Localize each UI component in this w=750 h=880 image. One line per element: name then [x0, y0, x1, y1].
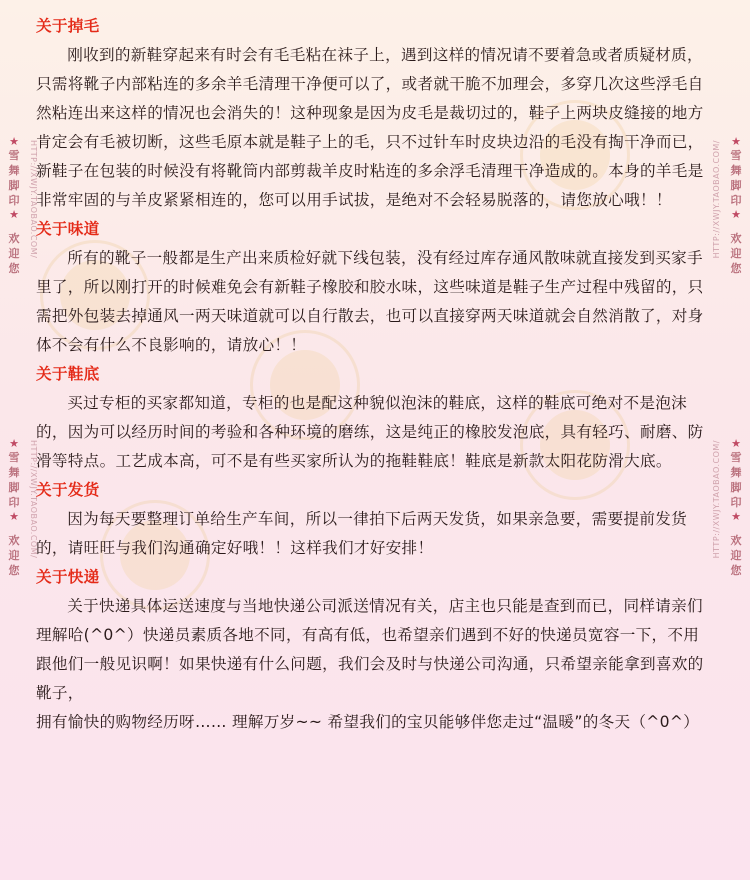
- brand-group: [4, 437, 24, 578]
- brand-char: 脚: [8, 481, 20, 494]
- brand-group: [726, 437, 746, 578]
- brand-char: 舞: [730, 466, 742, 479]
- notice-content: [36, 12, 714, 737]
- welcome-char: 欢: [8, 232, 20, 245]
- closing-line: 拥有愉快的购物经历呀…… 理解万岁~~ 希望我们的宝贝能够伴您走过“温暖”的冬天（^0^）: [36, 713, 700, 731]
- brand-char: 舞: [8, 164, 20, 177]
- brand-char: 印: [730, 194, 742, 207]
- section-heading: 关于快递: [36, 568, 100, 586]
- brand-char: 雪: [730, 149, 742, 162]
- brand-char: 脚: [8, 179, 20, 192]
- brand-char: 脚: [730, 481, 742, 494]
- section-paragraph: 因为每天要整理订单给生产车间，所以一律拍下后两天发货，如果亲急要，需要提前发货的，请旺旺与我们沟通确定好哦！！这样我们才好安排！: [36, 510, 688, 557]
- brand-char: 舞: [730, 164, 742, 177]
- section-sole: [36, 360, 714, 476]
- side-url-left: HTTP://XWJY.TAOBAO.COM/: [29, 140, 38, 259]
- star-icon: ★: [731, 208, 741, 221]
- welcome-char: 迎: [8, 247, 20, 260]
- brand-char: 脚: [730, 179, 742, 192]
- section-courier: [36, 563, 714, 737]
- star-icon: ★: [731, 135, 741, 148]
- section-paragraph: 刚收到的新鞋穿起来有时会有毛毛粘在袜子上，遇到这样的情况请不要着急或者质疑材质，只需将靴子内部粘连的多余羊毛清理干净便可以了，或者就干脆不加理会，多穿几次这些浮毛自然粘连出来这样的情况也会消失的！这种现象是因为皮毛是裁切过的，鞋子上两块皮缝接的地方肯定会有毛被切断，这些毛原本就是鞋子上的毛，只不过针车时皮块边沿的毛没有掏干净而已，新鞋子在包装的时候没有将靴筒内部剪裁羊皮时粘连的多余浮毛清理干净造成的。本身的羊毛是非常牢固的与羊皮紧紧相连的，您可以用手试拔，是绝对不会轻易脱落的，请您放心哦！！: [36, 46, 704, 209]
- section-odor: [36, 215, 714, 360]
- welcome-char: 欢: [730, 534, 742, 547]
- section-heading: 关于发货: [36, 481, 100, 499]
- welcome-char: 迎: [730, 549, 742, 562]
- star-icon: ★: [731, 437, 741, 450]
- brand-char: 雪: [8, 149, 20, 162]
- star-icon: ★: [731, 510, 741, 523]
- star-icon: ★: [9, 510, 19, 523]
- brand-char: 印: [8, 194, 20, 207]
- brand-group: [726, 135, 746, 276]
- side-url-right: HTTP://XWJY.TAOBAO.COM/: [712, 140, 721, 259]
- section-heading: 关于掉毛: [36, 17, 100, 35]
- brand-char: 印: [8, 496, 20, 509]
- welcome-char: 您: [8, 564, 20, 577]
- section-heading: 关于味道: [36, 220, 100, 238]
- welcome-char: 欢: [8, 534, 20, 547]
- section-shedding: [36, 12, 714, 215]
- welcome-char: 欢: [730, 232, 742, 245]
- brand-char: 舞: [8, 466, 20, 479]
- welcome-char: 您: [8, 262, 20, 275]
- welcome-char: 迎: [8, 549, 20, 562]
- brand-group: [4, 135, 24, 276]
- welcome-char: 您: [730, 262, 742, 275]
- section-shipping: [36, 476, 714, 563]
- side-url-right: HTTP://XWJY.TAOBAO.COM/: [712, 440, 721, 559]
- brand-char: 雪: [730, 451, 742, 464]
- section-heading: 关于鞋底: [36, 365, 100, 383]
- welcome-char: 您: [730, 564, 742, 577]
- star-icon: ★: [9, 437, 19, 450]
- side-url-left: HTTP://XWJY.TAOBAO.COM/: [29, 440, 38, 559]
- section-paragraph: 关于快递具体运送速度与当地快递公司派送情况有关，店主也只能是查到而已，同样请亲们理解哈(^0^）快递员素质各地不同，有高有低，也希望亲们遇到不好的快递员宽容一下，不用跟他们一般见识啊！如果快递有什么问题，我们会及时与快递公司沟通，只希望亲能拿到喜欢的靴子，: [36, 597, 704, 702]
- brand-char: 印: [730, 496, 742, 509]
- welcome-char: 迎: [730, 247, 742, 260]
- brand-char: 雪: [8, 451, 20, 464]
- star-icon: ★: [9, 208, 19, 221]
- section-paragraph: 所有的靴子一般都是生产出来质检好就下线包装，没有经过库存通风散味就直接发到买家手里了，所以刚打开的时候难免会有新鞋子橡胶和胶水味，这些味道是鞋子生产过程中残留的，只需把外包装去掉通风一两天味道就可以自行散去，也可以直接穿两天味道就会自然消散了，对身体不会有什么不良影响的，请放心！！: [36, 249, 704, 354]
- section-paragraph: 买过专柜的买家都知道，专柜的也是配这种貌似泡沫的鞋底，这样的鞋底可绝对不是泡沫的，因为可以经历时间的考验和各种环境的磨练，这是纯正的橡胶发泡底，具有轻巧、耐磨、防滑等特点。工艺成本高，可不是有些买家所认为的拖鞋鞋底！鞋底是新款太阳花防滑大底。: [36, 394, 704, 470]
- star-icon: ★: [9, 135, 19, 148]
